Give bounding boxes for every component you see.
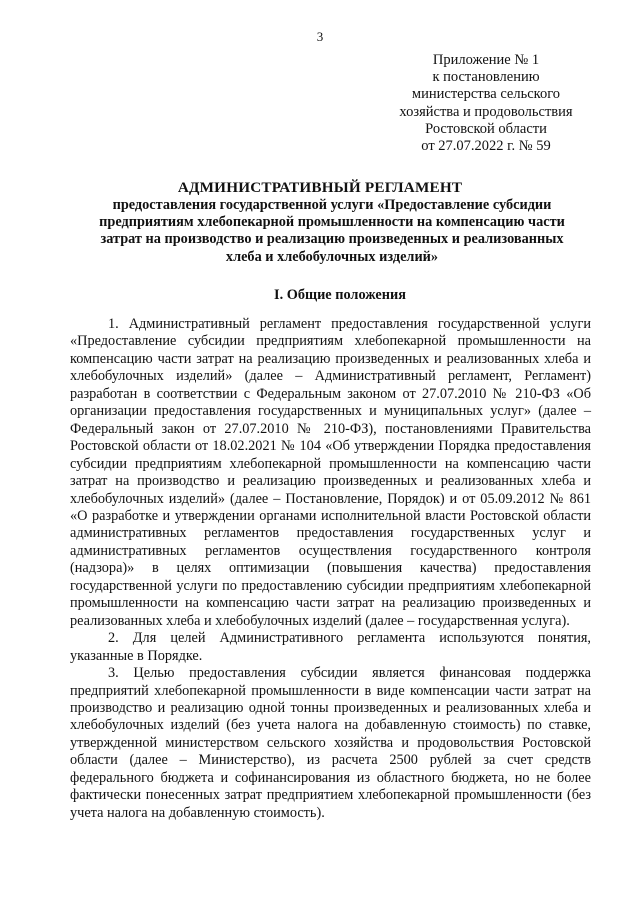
paragraph-1: 1. Административный регламент предоставления государственной услуги «Предоставление субсидии предприятиям хлебопекарной промышленности на компенсацию части затрат на реализацию произведенных и реализованных хлеба и хлебобулочных изделий» (далее – Административный регламент, Регламент) разработан в соответствии с Федеральным законом от 27.07.2010 № 210-ФЗ «Об организации предоставления государственных и муниципальных услуг» (далее – Федеральный закон от 27.07.2010 № 210-ФЗ), постановлениями Правительства Ростовской области от 18.02.2021 № 104 «Об утверждении Порядка предоставления субсидии предприятиям хлебопекарной промышленности на компенсацию части затрат на производство и реализацию произведенных и реализованных хлеба и хлебобулочных изделий» (далее – Постановление, Порядок) и от 05.09.2012 № 861 «О разработке и утверждении органами исполнительной власти Ростовской области административных регламентов предоставления государственных услуг и административных регламентов осуществления государственного контроля (надзора)» в целях оптимизации (повышения качества) предоставления государственной услуги по предоставлению субсидии предприятиям хлебопекарной промышленности на компенсацию части затрат на реализацию произведенных и реализованных хлеба и хлебобулочных изделий (далее – государственная услуга). <box>70 316 591 629</box>
section-heading: I. Общие положения <box>274 287 406 303</box>
appendix-line: Приложение № 1 <box>432 52 540 68</box>
appendix-block <box>388 52 584 155</box>
appendix-line: хозяйства и продовольствия <box>399 103 573 120</box>
paragraph-2: 2. Для целей Административного регламента используются понятия, указанные в Порядке. <box>70 630 591 664</box>
paragraph-3: 3. Целью предоставления субсидии является финансовая поддержка предприятий хлебопекарной промышленности в виде компенсации части затрат на производство и реализацию одной тонны произведенных и реализованных хлеба и хлебобулочных изделий (без учета налога на добавленную стоимость) по ставке, утвержденной министерством сельского хозяйства и продовольствия Ростовской области (далее – Министерство), из расчета 2500 рублей за счет средств федерального бюджета и софинансирования из областного бюджета, но не более фактически понесенных затрат предприятием хлебопекарной промышленности (без учета налога на добавленную стоимость). <box>70 665 591 821</box>
appendix-line: от 27.07.2022 г. № 59 <box>421 138 551 155</box>
document-body <box>70 316 591 822</box>
appendix-line: министерства сельского <box>411 86 561 103</box>
document-subtitle: предоставления государственной услуги «Предоставление субсидии предприятиям хлебопекарной промышленности на компенсацию части затрат на производство и реализацию произведенных и реализованных хлеба и хлебобулочных изделий» <box>99 197 565 265</box>
appendix-line: к постановлению <box>432 69 540 86</box>
page-number: 3 <box>316 29 324 44</box>
appendix-line: Ростовской области <box>425 120 547 137</box>
document-title: АДМИНИСТРАТИВНЫЙ РЕГЛАМЕНТ <box>177 179 463 196</box>
